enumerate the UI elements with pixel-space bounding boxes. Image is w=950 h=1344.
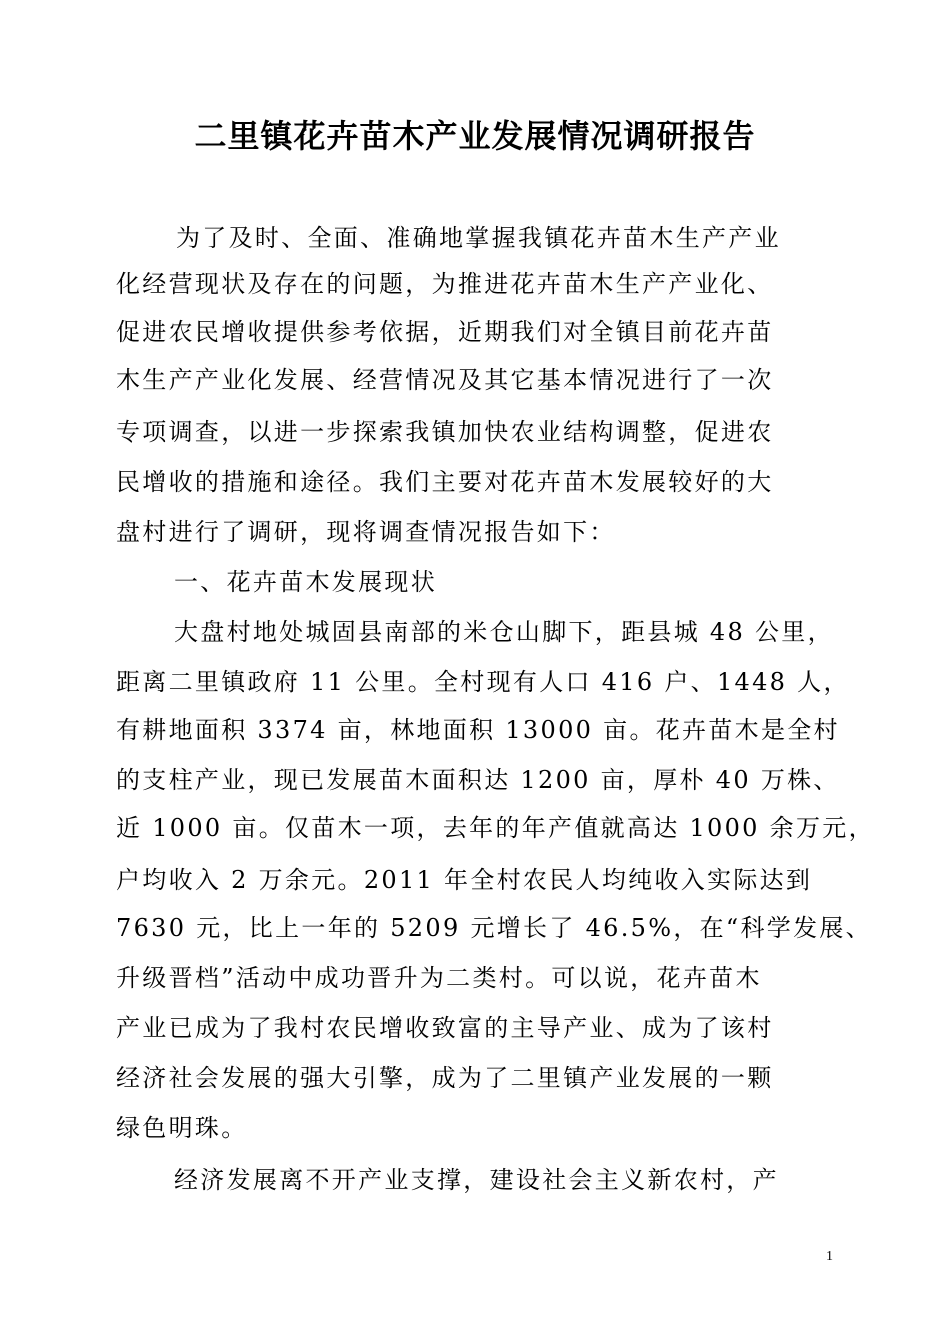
section-heading: 一、花卉苗木发展现状 xyxy=(174,568,437,596)
text-line: 大盘村地处城固县南部的米仓山脚下，距县城 48 公里， xyxy=(174,618,834,646)
text-line: 盘村进行了调研，现将调查情况报告如下： xyxy=(116,518,616,546)
text-line: 产业已成为了我村农民增收致富的主导产业、成为了该村 xyxy=(116,1014,774,1042)
text-line: 促进农民增收提供参考依据，近期我们对全镇目前花卉苗 xyxy=(116,318,774,346)
text-line: 为了及时、全面、准确地掌握我镇花卉苗木生产产业 xyxy=(176,224,781,252)
text-line: 专项调查，以进一步探索我镇加快农业结构调整，促进农 xyxy=(116,418,774,446)
text-line: 经济发展离不开产业支撑，建设社会主义新农村，产 xyxy=(174,1166,779,1194)
text-line: 户均收入 2 万余元。2011 年全村农民人均纯收入实际达到 xyxy=(116,866,813,894)
text-line: 升级晋档”活动中成功晋升为二类村。可以说，花卉苗木 xyxy=(116,964,762,992)
page-title: 二里镇花卉苗木产业发展情况调研报告 xyxy=(194,117,756,155)
text-line: 绿色明珠。 xyxy=(116,1114,248,1142)
text-line: 的支柱产业，现已发展苗木面积达 1200 亩，厚朴 40 万株、 xyxy=(116,766,840,794)
page-number: 1 xyxy=(826,1249,833,1264)
text-line: 民增收的措施和途径。我们主要对花卉苗木发展较好的大 xyxy=(116,468,774,496)
text-line: 木生产产业化发展、经营情况及其它基本情况进行了一次 xyxy=(116,366,774,394)
text-line: 经济社会发展的强大引擎，成为了二里镇产业发展的一颗 xyxy=(116,1064,774,1092)
text-line: 近 1000 亩。仅苗木一项，去年的年产值就高达 1000 余万元， xyxy=(116,814,875,842)
text-line: 化经营现状及存在的问题，为推进花卉苗木生产产业化、 xyxy=(116,270,774,298)
text-line: 距离二里镇政府 11 公里。全村现有人口 416 户、1448 人， xyxy=(116,668,850,696)
text-line: 有耕地面积 3374 亩，林地面积 13000 亩。花卉苗木是全村 xyxy=(116,716,840,744)
text-line: 7630 元，比上一年的 5209 元增长了 46.5%，在“科学发展、 xyxy=(116,914,872,942)
